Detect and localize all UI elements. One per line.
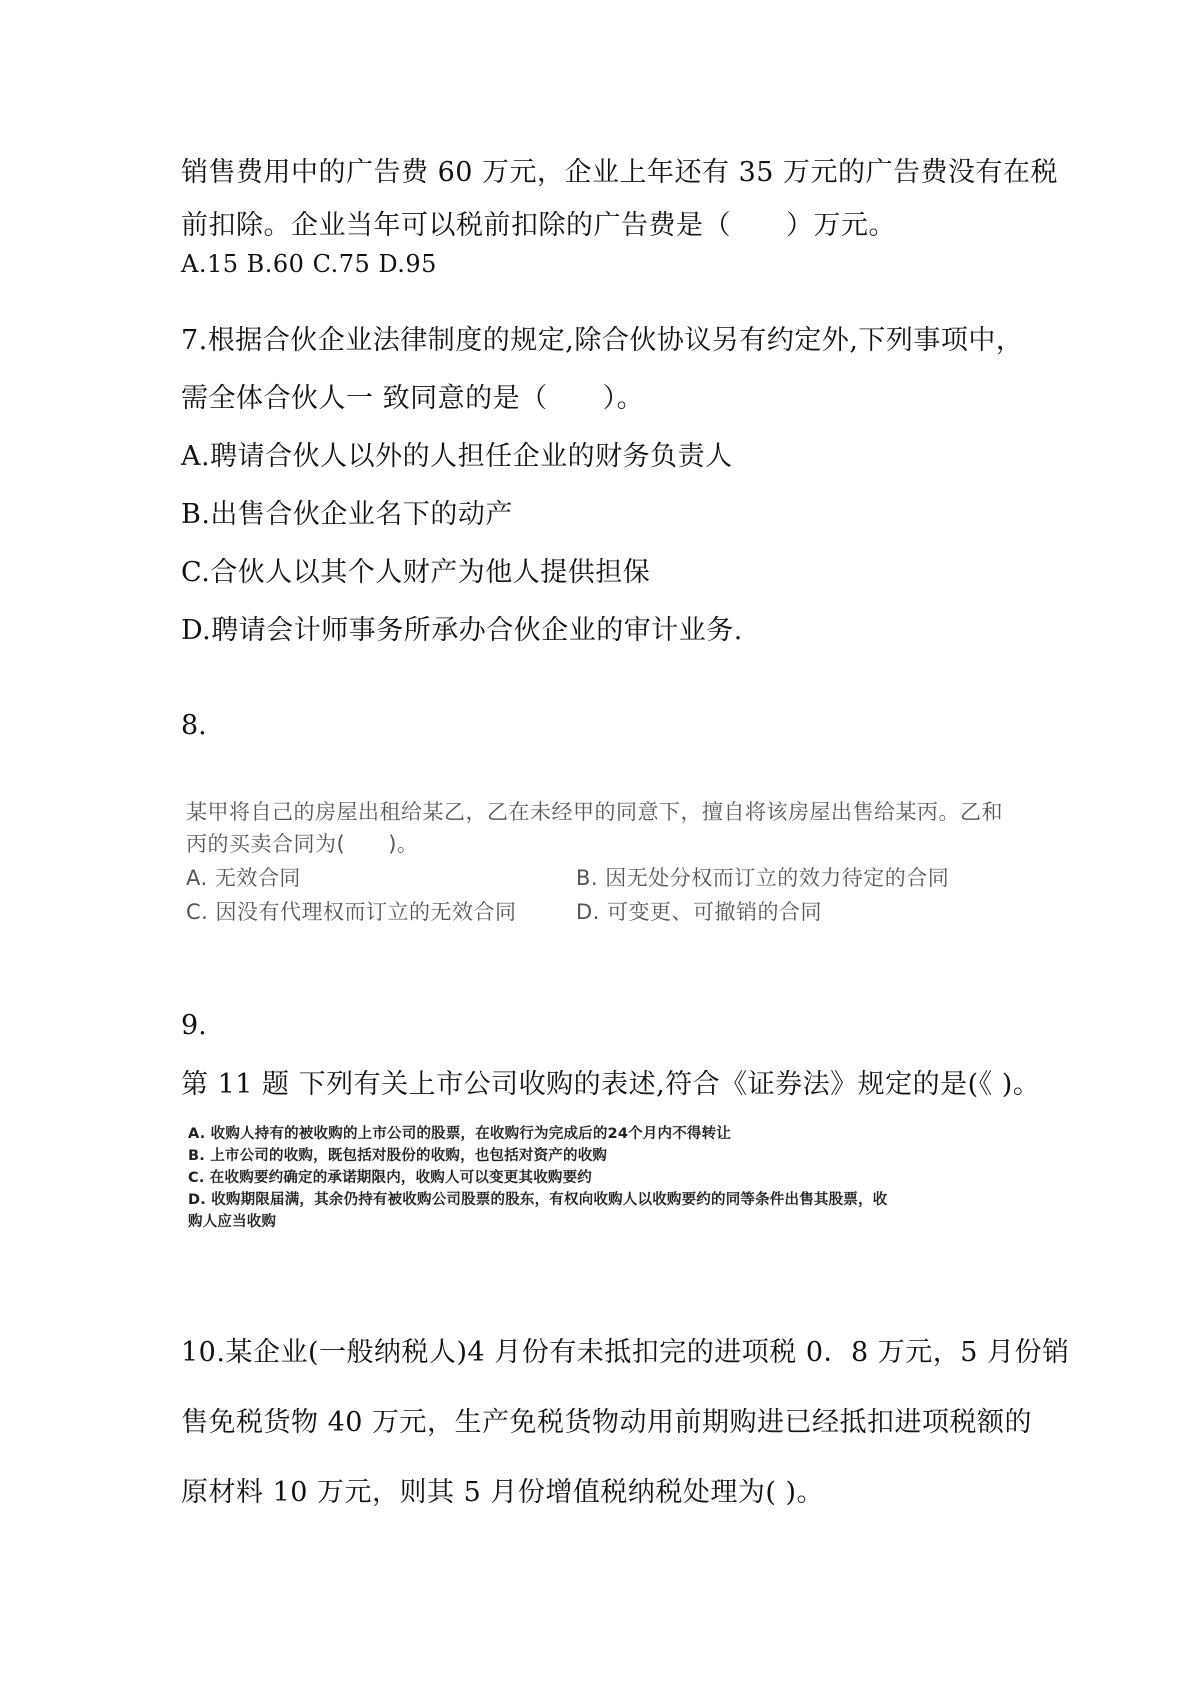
q10-stem-line-1: 10.某企业(一般纳税人)4 月份有未抵扣完的进项税 0．8 万元，5 月份销 [181,1337,1070,1368]
q8-option-c: C. 因没有代理权而订立的无效合同 [186,900,517,924]
q8-option-d: D. 可变更、可撤销的合同 [576,900,823,924]
q10-stem-line-3: 原材料 10 万元，则其 5 月份增值税纳税处理为( )。 [181,1477,825,1508]
q8-option-a: A. 无效合同 [186,866,301,890]
q6-options: A.15 B.60 C.75 D.95 [181,250,437,278]
q7-option-b: B.出售合伙企业名下的动产 [181,499,513,530]
q9-stem: 第 11 题 下列有关上市公司收购的表述,符合《证券法》规定的是(《 )。 [181,1069,1041,1100]
q9-option-b: B. 上市公司的收购，既包括对股份的收购，也包括对资产的收购 [188,1148,608,1164]
q9-option-d-line-2: 购人应当收购 [188,1214,277,1230]
q7-option-a: A.聘请合伙人以外的人担任企业的财务负责人 [181,441,733,472]
q8-number: 8. [181,710,207,741]
q10-stem-line-2: 售免税货物 40 万元，生产免税货物动用前期购进已经抵扣进项税额的 [181,1407,1033,1438]
q9-option-a: A. 收购人持有的被收购的上市公司的股票，在收购行为完成后的24个月内不得转让 [188,1126,732,1142]
q9-number: 9. [181,1010,207,1041]
q9-scanned-image [188,1122,1008,1242]
q6-stem-line-1: 销售费用中的广告费 60 万元，企业上年还有 35 万元的广告费没有在税 [181,157,1059,188]
q7-option-d: D.聘请会计师事务所承办合伙企业的审计业务. [181,615,743,646]
q8-option-b: B. 因无处分权而订立的效力待定的合同 [576,866,950,890]
q9-option-d-line-1: D. 收购期限届满，其余仍持有被收购公司股票的股东，有权向收购人以收购要约的同等条件出售其股票，收 [188,1192,888,1208]
q8-stem-line-1: 某甲将自己的房屋出租给某乙，乙在未经甲的同意下，擅自将该房屋出售给某丙。乙和 [186,800,1003,824]
q8-scanned-image [186,796,1003,926]
q7-stem-line-2: 需全体合伙人一 致同意的是（ ）。 [181,383,645,414]
q8-stem-line-2: 丙的买卖合同为( )。 [186,832,419,856]
q6-stem-line-2: 前扣除。企业当年可以税前扣除的广告费是（ ）万元。 [181,210,896,241]
q9-option-c: C. 在收购要约确定的承诺期限内，收购人可以变更其收购要约 [188,1170,592,1186]
q7-stem-line-1: 7.根据合伙企业法律制度的规定,除合伙协议另有约定外,下列事项中， [181,325,1024,356]
q7-option-c: C.合伙人以其个人财产为他人提供担保 [181,557,651,588]
